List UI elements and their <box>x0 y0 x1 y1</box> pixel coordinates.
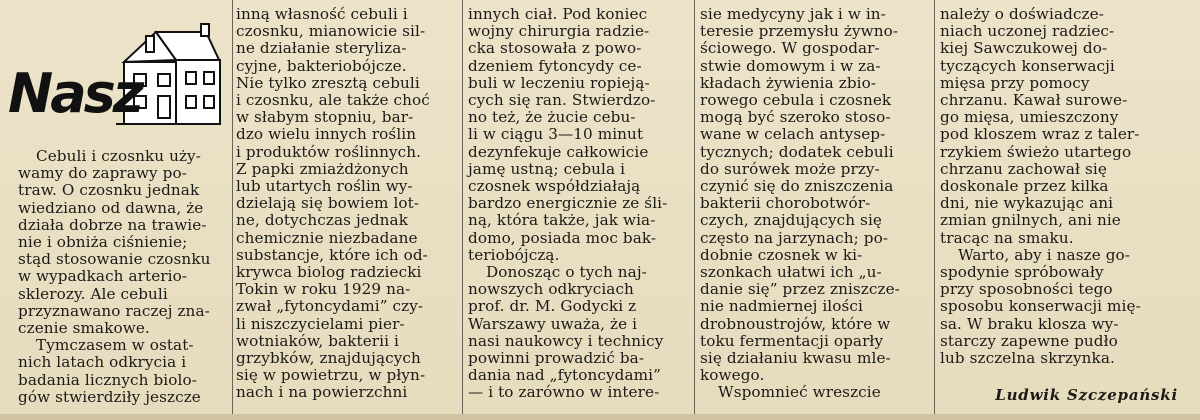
text-line: należy o doświadcze- <box>940 5 1104 23</box>
text-line: bardzo energicznie ze śli- <box>468 194 668 213</box>
text-line: stwie domowym i w za- <box>700 56 881 75</box>
text-line: krywca biolog radziecki <box>236 263 422 282</box>
text-line: czosnku, mianowicie sil- <box>236 22 426 41</box>
article-column-2 <box>236 6 454 402</box>
text-line: ną, która także, jak wia- <box>468 211 656 230</box>
column-rule <box>694 0 695 420</box>
text-line: często na jarzynach; po- <box>700 228 889 247</box>
text-line: kładach żywienia zbio- <box>700 73 877 92</box>
text-line: traw. O czosnku jednak <box>18 181 200 200</box>
text-line: sa. W braku klosza wy- <box>940 314 1119 333</box>
text-line: badania licznych biolo- <box>18 370 197 389</box>
text-line: czych, znajdujących się <box>700 211 882 230</box>
text-line: grzybków, znajdujących <box>236 349 421 368</box>
text-line: czosnek współdziałają <box>468 177 641 196</box>
text-line: nie i obniża ciśnienie; <box>18 233 188 252</box>
text-line: lub utartych roślin wy- <box>236 177 413 196</box>
text-line: Warszawy uważa, że i <box>468 314 638 333</box>
text-line: dobnie czosnek w ki- <box>700 245 863 264</box>
article-column-4 <box>700 6 928 402</box>
text-line: dzielają się bowiem lot- <box>236 194 420 213</box>
text-line: stąd stosowanie czosnku <box>18 250 211 269</box>
text-line: wiedziano od dawna, że <box>18 198 204 217</box>
text-line: ściowego. W gospodar- <box>700 39 880 58</box>
text-line: cka stosowała z powo- <box>468 39 642 58</box>
text-line: Tymczasem w ostat- <box>36 336 194 355</box>
text-line: Warto, aby i nasze go- <box>958 245 1131 264</box>
text-line: Cebuli i czosnku uży- <box>36 147 201 165</box>
text-line: kowego. <box>700 366 765 385</box>
author-signature: Ludwik Szczepański <box>995 386 1178 404</box>
text-line: szonkach ułatwi ich „u- <box>700 263 882 282</box>
text-line: mięsa przy pomocy <box>940 73 1090 92</box>
text-line: działa dobrze na trawie- <box>18 215 207 234</box>
text-line: dzeniem fytoncydy ce- <box>468 56 642 75</box>
text-line: no też, że żucie cebu- <box>468 108 636 127</box>
text-line: tyczących konserwacji <box>940 56 1115 75</box>
text-line: czenie smakowe. <box>18 319 150 338</box>
text-line: dezynfekuje całkowicie <box>468 142 649 161</box>
text-line: go mięsa, umieszczony <box>940 108 1119 127</box>
text-line: sie medycyny jak i w in- <box>700 5 886 23</box>
text-line: tracąc na smaku. <box>940 228 1074 247</box>
text-line: teriobójczą. <box>468 245 560 264</box>
text-line: danie się” przez zniszcze- <box>700 280 900 299</box>
text-line: li niszczycielami pier- <box>236 314 405 333</box>
text-line: dania nad „fytoncydami” <box>468 366 661 385</box>
text-line: domo, posiada moc bak- <box>468 228 657 247</box>
text-line: starczy zapewne pudło <box>940 331 1118 350</box>
text-line: w słabym stopniu, bar- <box>236 108 414 127</box>
article-column-3 <box>468 6 690 402</box>
text-line: buli w leczeniu ropieją- <box>468 73 650 92</box>
text-line: pod kloszem wraz z taler- <box>940 125 1140 144</box>
logo-text: Nasz <box>8 62 142 125</box>
text-line: teresie przemysłu żywno- <box>700 22 899 41</box>
text-line: ne, dotychczas jednak <box>236 211 409 230</box>
text-line: ne działanie steryliza- <box>236 39 407 58</box>
text-line: innych ciał. Pod koniec <box>468 5 648 23</box>
column-rule <box>232 0 233 420</box>
text-line: rowego cebula i czosnek <box>700 91 892 110</box>
text-line: nie nadmiernej ilości <box>700 297 863 316</box>
column-rule <box>934 0 935 420</box>
text-line: wamy do zaprawy po- <box>18 164 187 183</box>
text-line: prof. dr. M. Godycki z <box>468 297 637 316</box>
text-line: nowszych odkryciach <box>468 280 634 299</box>
page-edge <box>0 414 1200 420</box>
text-line: gów stwierdziły jeszcze <box>18 387 201 406</box>
text-line: czynić się do zniszczenia <box>700 177 894 196</box>
text-line: sposobu konserwacji mię- <box>940 297 1141 316</box>
text-line: substancje, które ich od- <box>236 245 428 264</box>
text-line: sklerozy. Ale cebuli <box>18 284 168 303</box>
text-line: Donosząc o tych naj- <box>486 263 647 282</box>
text-line: chrzanu. Kawał surowe- <box>940 91 1128 110</box>
text-line: wotniaków, bakterii i <box>236 331 399 350</box>
text-line: i produktów roślinnych. <box>236 142 422 161</box>
text-line: Wspomnieć wreszcie <box>718 383 881 402</box>
text-line: przyznawano raczej zna- <box>18 301 210 320</box>
text-line: lub szczelna skrzynka. <box>940 349 1115 368</box>
text-line: w wypadkach arterio- <box>18 267 188 286</box>
text-line: zwał „fytoncydami” czy- <box>236 297 424 316</box>
column-logo <box>6 22 221 140</box>
text-line: cyjne, bakteriobójcze. <box>236 56 407 75</box>
text-line: doskonale przez kilka <box>940 177 1109 196</box>
text-line: chemicznie niezbadane <box>236 228 418 247</box>
text-line: niach uczonej radziec- <box>940 22 1115 41</box>
text-line: Z papki zmiażdżonych <box>236 159 409 178</box>
text-line: inną własność cebuli i <box>236 5 408 23</box>
text-line: nach i na powierzchni <box>236 383 408 402</box>
text-line: spodynie spróbowały <box>940 263 1104 282</box>
text-line: do surówek może przy- <box>700 159 880 178</box>
text-line: nich latach odkrycia i <box>18 353 187 372</box>
text-line: Nie tylko zresztą cebuli <box>236 73 420 92</box>
text-line: chrzanu zachował się <box>940 159 1107 178</box>
text-line: li w ciągu 3—10 minut <box>468 125 644 144</box>
text-line: dni, nie wykazując ani <box>940 194 1114 213</box>
text-line: tycznych; dodatek cebuli <box>700 142 894 161</box>
text-line: powinni prowadzić ba- <box>468 349 645 368</box>
text-line: wojny chirurgia radzie- <box>468 22 650 41</box>
text-line: nasi naukowcy i technicy <box>468 331 664 350</box>
text-line: Tokin w roku 1929 na- <box>236 280 411 299</box>
text-line: wane w celach antysep- <box>700 125 886 144</box>
text-line: toku fermentacji oparły <box>700 331 884 350</box>
text-line: mogą być szeroko stoso- <box>700 108 891 127</box>
text-line: dzo wielu innych roślin <box>236 125 417 144</box>
text-line: rzykiem świeżo utartego <box>940 142 1132 161</box>
article-column-1 <box>18 148 228 406</box>
text-line: jamę ustną; cebula i <box>468 159 626 178</box>
text-line: drobnoustrojów, które w <box>700 314 891 333</box>
text-line: przy sposobności tego <box>940 280 1113 299</box>
text-line: i czosnku, ale także choć <box>236 91 430 110</box>
text-line: — i to zarówno w intere- <box>468 383 660 402</box>
article-column-5 <box>940 6 1180 367</box>
text-line: bakterii chorobotwór- <box>700 194 871 213</box>
text-line: się działaniu kwasu mle- <box>700 349 891 368</box>
text-line: cych się ran. Stwierdzo- <box>468 91 656 110</box>
column-rule <box>462 0 463 420</box>
text-line: zmian gnilnych, ani nie <box>940 211 1121 230</box>
text-line: się w powietrzu, w płyn- <box>236 366 426 385</box>
text-line: kiej Sawczukowej do- <box>940 39 1108 58</box>
